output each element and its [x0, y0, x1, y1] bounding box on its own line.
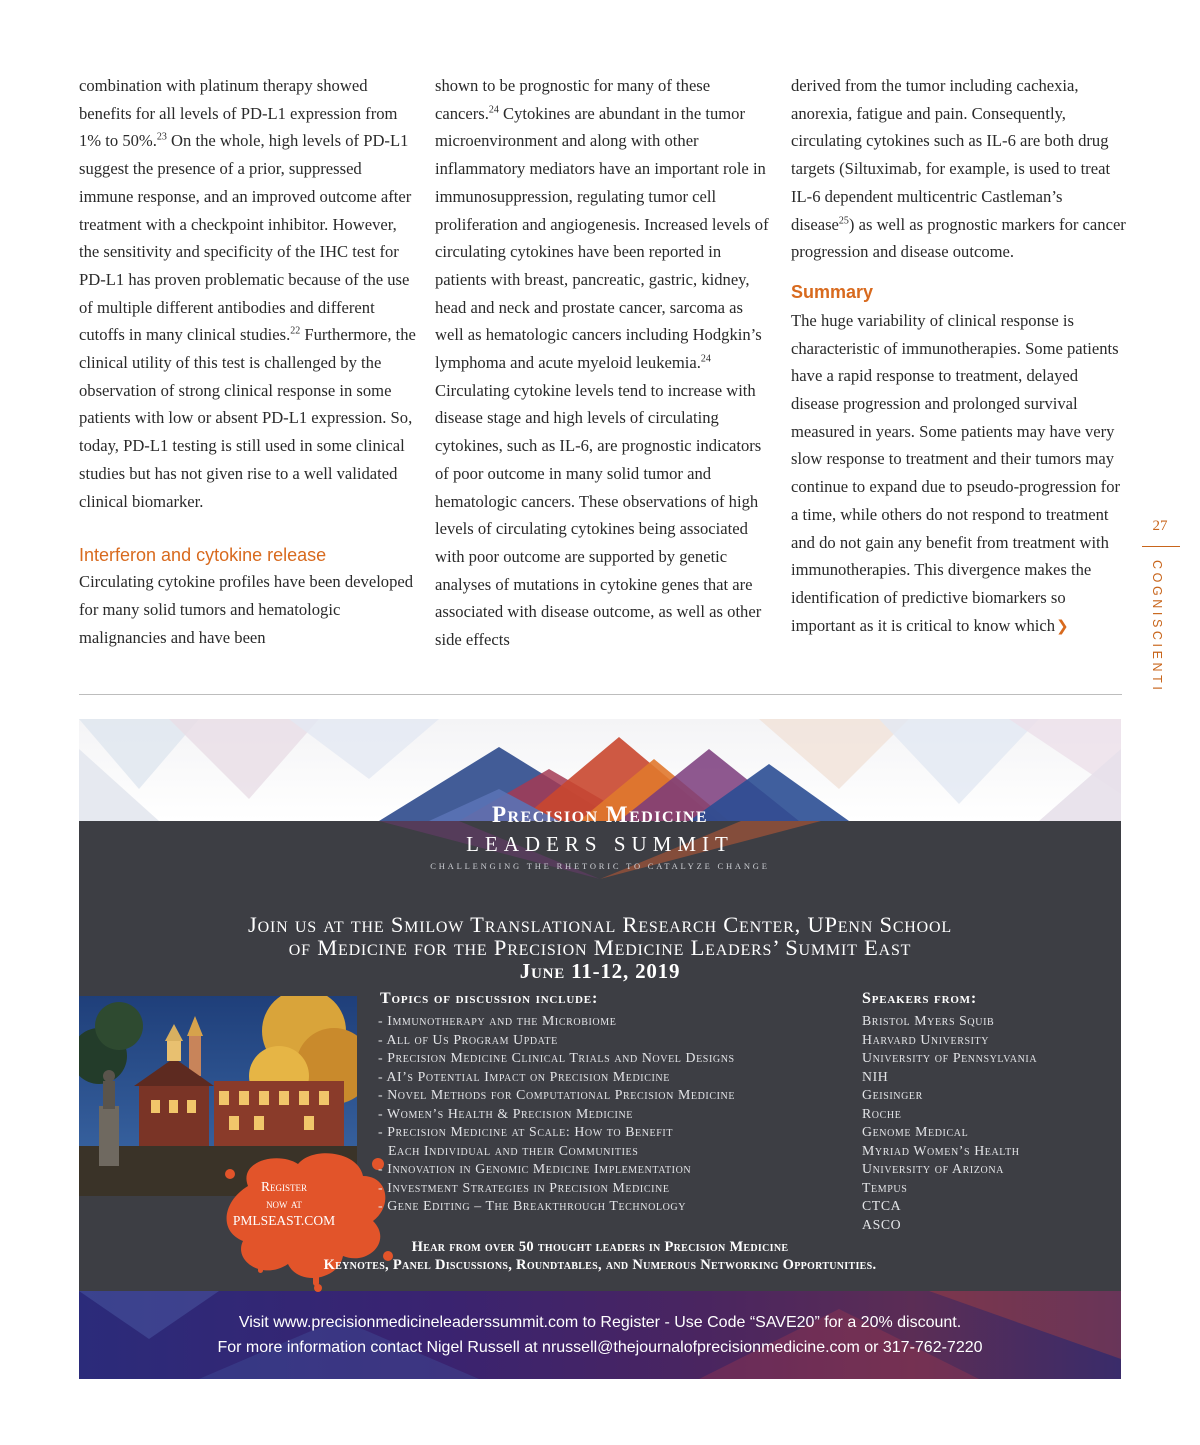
paragraph-summary: The huge variability of clinical response is characteristic of immunotherapies. Some patients have a rapid response to treatment, delayed disease progression and prolonged survival measured in years. Some patients may have very slow response to treatment and their tumors may continue to expand due to pseudo-progression for a time, while others do not respond to treatment and do not gain any benefit from treatment with immunotherapies. This divergence makes the identification of predictive biomarkers so important as it is critical to know which❯ [791, 310, 1121, 635]
paragraph-cytokine-profiles: Circulating cytokine profiles have been developed for many solid tumors and hematologic malignancies and have been [79, 572, 414, 647]
topic-item: - Women’s Health & Precision Medicine [378, 1105, 634, 1121]
paragraph-cachexia: derived from the tumor including cachexia, anorexia, fatigue and pain. Consequently, circulating cytokines such as IL-6 are both drug targets (Siltuximab, for example, is used to treat IL-6 dependent multicentric Castleman’s disease$^{25}$) as well as prognostic markers for cancer progression and disease outcome. [791, 76, 1126, 262]
reference-24: 24 [488, 104, 499, 116]
topic-item: - Precision Medicine at Scale: How to Benefit [378, 1124, 674, 1139]
speaker-org: Myriad Women’s Health [862, 1142, 1020, 1158]
topic-item: - Immunotherapy and the Microbiome [378, 1013, 617, 1028]
speakers-list [862, 1012, 1037, 1234]
reference-22: 22 [290, 325, 301, 337]
ad-highlights: Hear from over 50 thought leaders in Precision Medicine Keynotes, Panel Discussions, Roundtables, and Numerous Networking Opportunities. [323, 1239, 877, 1273]
speaker-org: Genome Medical [862, 1124, 969, 1139]
reference-25: 25 [838, 214, 849, 226]
summit-logo-subtitle: LEADERS SUMMIT [466, 832, 734, 856]
register-callout[interactable]: Register now at PMLSEAST.COM [219, 1178, 349, 1229]
speaker-org: Geisinger [862, 1087, 923, 1102]
folio-divider [1142, 546, 1180, 547]
topic-item: Each Individual and their Communities [388, 1142, 639, 1158]
topic-item: - Precision Medicine Clinical Trials and Novel Designs [378, 1050, 735, 1065]
summit-logo-title: Precision Medicine [491, 802, 709, 827]
ad-headline: Join us at the Smilow Translational Research Center, UPenn School of Medicine for the Precision Medicine Leaders’ Summit East [248, 912, 952, 960]
speakers-heading: Speakers from: [862, 990, 977, 1007]
reference-23: 23 [156, 131, 167, 143]
speaker-org: University of Arizona [862, 1161, 1004, 1176]
horizontal-divider [79, 694, 1122, 695]
article-column-3 [791, 72, 1126, 640]
continue-arrow-icon: ❯ [1056, 616, 1069, 635]
article-column-1 [79, 72, 419, 651]
topic-item: - Gene Editing – The Breakthrough Technology [378, 1198, 687, 1213]
register-url[interactable]: PMLSEAST.COM [232, 1213, 336, 1228]
speaker-org: University of Pennsylvania [862, 1050, 1038, 1065]
registration-info[interactable]: Visit www.precisionmedicineleaderssummit.com to Register - Use Code “SAVE20” for a 20% discount. [238, 1314, 962, 1331]
speaker-org: CTCA [862, 1198, 902, 1213]
speaker-org: NIH [862, 1068, 889, 1084]
section-heading-interferon: Interferon and cytokine release [79, 545, 327, 566]
summit-advertisement[interactable] [79, 719, 1121, 1379]
section-heading-summary: Summary [791, 281, 874, 302]
topic-item: - Innovation in Genomic Medicine Implementation [378, 1161, 692, 1176]
reference-24: 24 [700, 353, 711, 365]
speaker-org: Harvard University [862, 1031, 990, 1047]
summit-logo-tagline: CHALLENGING THE RHETORIC TO CATALYZE CHANGE [430, 861, 770, 871]
topic-item: - Investment Strategies in Precision Medicine [378, 1179, 670, 1195]
topic-item: - All of Us Program Update [378, 1031, 558, 1047]
topics-heading: Topics of discussion include: [380, 990, 599, 1007]
speaker-org: ASCO [862, 1216, 902, 1232]
publication-name: COGNISCIENTI [1150, 560, 1164, 694]
page-number: 27 [1152, 518, 1168, 534]
speaker-org: Tempus [862, 1179, 908, 1195]
topic-item: - Novel Methods for Computational Precision Medicine [378, 1087, 736, 1102]
paragraph-pdl1: combination with platinum therapy showed benefits for all levels of PD-L1 expression from 1% to 50%.$^{23}$ On the whole, high levels of PD-L1 suggest the presence of a prior, suppressed immune response, and an improved outcome after treatment with a checkpoint inhibitor. However, the sensitivity and specificity of the IHC test for PD-L1 has proven problematic because of the use of multiple different antibodies and different cutoffs in many clinical studies.$^{22}$ Furthermore, the clinical utility of this test is challenged by the observation of strong clinical response in some patients with low or absent PD-L1 expression. So, today, PD-L1 testing is still used in some clinical studies but has not given rise to a well validated clinical biomarker. [79, 76, 416, 511]
contact-info[interactable]: For more information contact Nigel Russell at nrussell@thejournalofprecisionmedicine.com or 317-762-7220 [217, 1339, 983, 1356]
article-column-2 [435, 72, 775, 654]
event-date: June 11-12, 2019 [519, 959, 681, 983]
paragraph-cytokines: shown to be prognostic for many of these cancers.$^{24}$ Cytokines are abundant in the tumor microenvironment and along with other inflammatory mediators have an important role in immunosuppression, regulating tumor cell proliferation and angiogenesis. Increased levels of circulating cytokines have been reported in patients with breast, pancreatic, gastric, kidney, head and neck and prostate cancer, sarcoma as well as hematologic cancers including Hodgkin’s lymphoma and acute myeloid leukemia.$^{24}$ Circulating cytokine levels tend to increase with disease stage and high levels of circulating cytokines, such as IL-6, are prognostic indicators of poor outcome in many solid tumor and hematologic cancers. These observations of high levels of circulating cytokines being associated with poor outcome are supported by genetic analyses of mutations in cytokine genes that are associated with disease outcome, as well as other side effects [435, 76, 769, 650]
topics-list [378, 1012, 735, 1216]
topic-item: - AI’s Potential Impact on Precision Medicine [378, 1068, 670, 1084]
speaker-org: Bristol Myers Squib [862, 1013, 995, 1028]
speaker-org: Roche [862, 1105, 902, 1121]
